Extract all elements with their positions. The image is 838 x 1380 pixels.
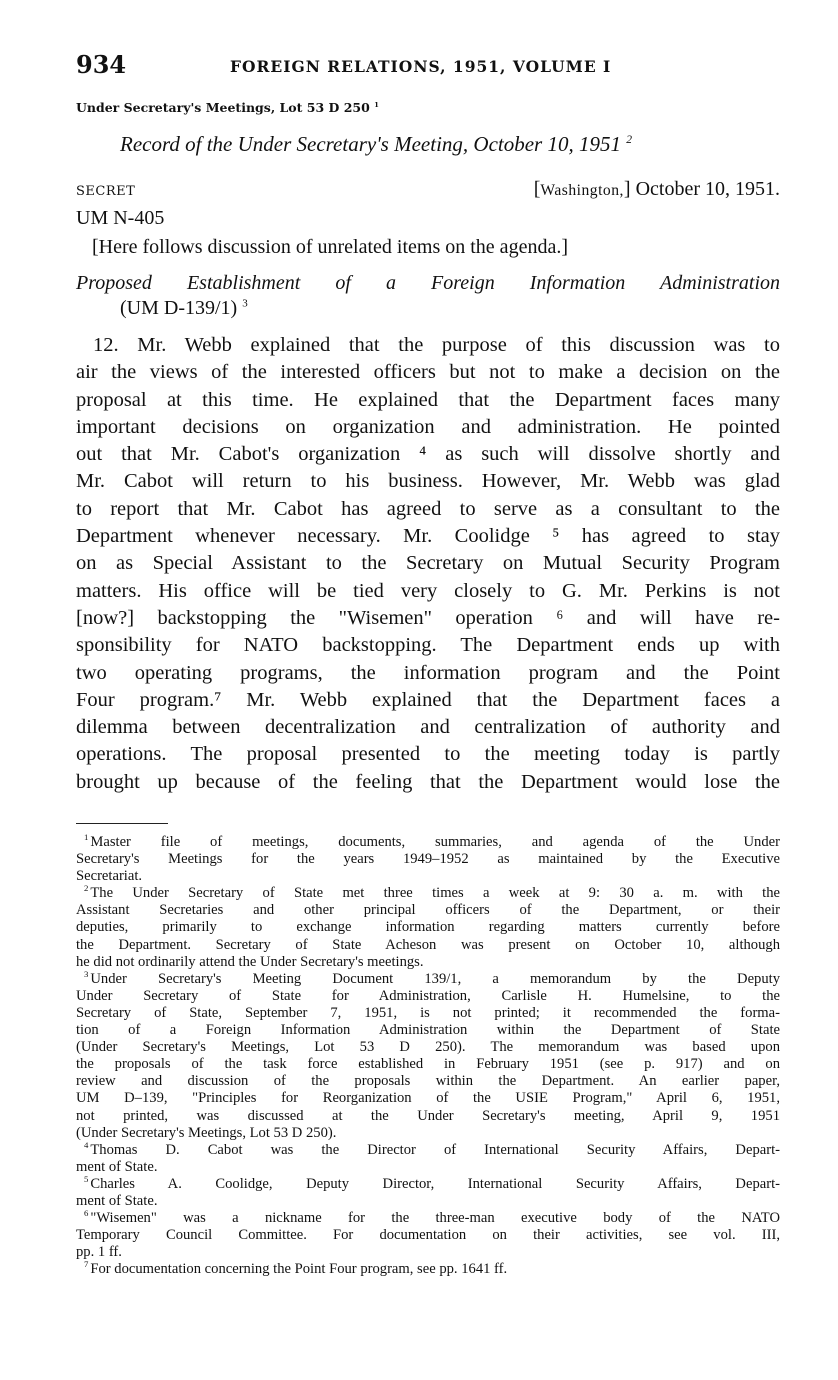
footnote-text: he did not ordinarily attend the Under Secretary's meetings. bbox=[76, 953, 424, 970]
footnote-text: Temporary Council Committee. For documentation on their activities, see vol. III, bbox=[76, 1227, 780, 1244]
body-paragraph bbox=[76, 332, 780, 796]
footnote-mark: 6 bbox=[84, 1208, 89, 1219]
footnote-7 bbox=[76, 1261, 780, 1278]
body-line: on as Special Assistant to the Secretary on Mutual Security Program bbox=[76, 552, 780, 575]
footnote-line bbox=[76, 1244, 780, 1261]
body-line: air the views of the interested officers but not to make a decision on the bbox=[76, 361, 780, 384]
footnote-line bbox=[76, 1261, 780, 1278]
body-line: Department whenever necessary. Mr. Coolidge ⁵ has agreed to stay bbox=[76, 525, 780, 548]
running-head bbox=[76, 50, 780, 82]
footnote-text: not printed, was discussed at the Under Secretary's meeting, April 9, 1951 bbox=[76, 1107, 780, 1124]
footnote-line bbox=[76, 919, 780, 936]
footnote-line bbox=[76, 954, 780, 971]
footnote-6 bbox=[76, 1210, 780, 1261]
body-line: two operating programs, the information program and the Point bbox=[76, 661, 780, 684]
journal-title: FOREIGN RELATIONS, 1951, VOLUME I bbox=[230, 57, 612, 76]
footnote-text: Secretary's Meetings for the years 1949–1952 as maintained by the Executive bbox=[76, 851, 780, 868]
dateline-date: October 10, 1951. bbox=[635, 178, 780, 200]
footnote-line bbox=[76, 868, 780, 885]
footnote-text: Charles A. Coolidge, Deputy Director, International Security Affairs, Depart- bbox=[90, 1175, 780, 1192]
body-line: matters. His office will be tied very closely to G. Mr. Perkins is not bbox=[76, 579, 780, 602]
body-line: 12. Mr. Webb explained that the purpose of this discussion was to bbox=[93, 334, 780, 356]
footnote-ref-1: 1 bbox=[374, 100, 379, 109]
footnote-line bbox=[76, 902, 780, 919]
body-line: sponsibility for NATO backstopping. The Department ends up with bbox=[76, 634, 780, 657]
footnote-ref-2: 2 bbox=[626, 134, 633, 146]
body-line: out that Mr. Cabot's organization ⁴ as such will dissolve shortly and bbox=[76, 443, 780, 466]
body-line: Mr. Cabot will return to his business. However, Mr. Webb was glad bbox=[76, 470, 780, 493]
footnote-4 bbox=[76, 1139, 780, 1176]
footnote-text: review and discussion of the proposals within the Department. An earlier paper, bbox=[76, 1073, 780, 1090]
document-title bbox=[120, 132, 632, 157]
footnote-mark: 2 bbox=[84, 883, 89, 894]
footnote-line bbox=[76, 1039, 780, 1056]
document-number: UM N-405 bbox=[76, 207, 165, 229]
footnote-line bbox=[76, 988, 780, 1005]
body-line: Four program.⁷ Mr. Webb explained that the Department faces a bbox=[76, 688, 780, 711]
footnote-mark: 4 bbox=[84, 1139, 89, 1150]
page-number: 934 bbox=[76, 50, 127, 79]
footnote-ref-3: 3 bbox=[242, 297, 248, 310]
footnotes-section bbox=[76, 834, 780, 1278]
section-reference-text: (UM D-139/1) bbox=[120, 297, 238, 319]
footnote-line bbox=[76, 1056, 780, 1073]
footnote-line bbox=[76, 885, 780, 902]
footnote-text: Thomas D. Cabot was the Director of International Security Affairs, Depart- bbox=[90, 1141, 780, 1158]
footnote-line bbox=[76, 1090, 780, 1107]
footnote-text: tion of a Foreign Information Administration within the Department of State bbox=[76, 1022, 780, 1039]
footnote-2 bbox=[76, 885, 780, 970]
footnote-text: deputies, primarily to exchange information regarding matters currently before bbox=[76, 919, 780, 936]
footnote-line bbox=[76, 1005, 780, 1022]
section-reference bbox=[120, 297, 248, 320]
footnote-text: the proposals of the task force established in February 1951 (see p. 917) and on bbox=[76, 1056, 780, 1073]
footnote-mark: 7 bbox=[84, 1259, 89, 1270]
footnote-text: Under Secretary of State for Administration, Carlisle H. Humelsine, to the bbox=[76, 987, 780, 1004]
footnote-text: (Under Secretary's Meetings, Lot 53 D 250). The memorandum was based upon bbox=[76, 1039, 780, 1056]
footnote-divider bbox=[76, 823, 168, 824]
footnote-line bbox=[76, 1193, 780, 1210]
footnote-text: For documentation concerning the Point Four program, see pp. 1641 ff. bbox=[90, 1261, 508, 1278]
footnote-3 bbox=[76, 968, 780, 1142]
footnote-line bbox=[76, 1159, 780, 1176]
footnote-text: Secretary of State, September 7, 1951, is not printed; it recommended the forma- bbox=[76, 1004, 780, 1021]
footnote-line bbox=[76, 1073, 780, 1090]
footnote-line bbox=[76, 1176, 780, 1193]
dateline-place: Washington, bbox=[540, 182, 624, 199]
footnote-text: UM D–139, "Principles for Reorganization of the USIE Program," April 6, 1951, bbox=[76, 1090, 780, 1107]
editorial-note: [Here follows discussion of unrelated items on the agenda.] bbox=[92, 236, 568, 258]
body-line: [now?] backstopping the "Wisemen" operation ⁶ and will have re- bbox=[76, 606, 780, 629]
footnote-1 bbox=[76, 834, 780, 885]
footnote-mark: 5 bbox=[84, 1174, 89, 1185]
footnote-text: ment of State. bbox=[76, 1192, 158, 1209]
footnote-line bbox=[76, 937, 780, 954]
classification-marking: SECRET bbox=[76, 184, 136, 199]
footnote-line bbox=[76, 1139, 780, 1159]
source-line-text: Under Secretary's Meetings, Lot 53 D 250 bbox=[76, 100, 370, 115]
footnote-line bbox=[76, 1108, 780, 1125]
footnote-text: "Wisemen" was a nickname for the three-man executive body of the NATO bbox=[90, 1210, 780, 1227]
footnote-5 bbox=[76, 1176, 780, 1210]
dateline: [Washington,] October 10, 1951. bbox=[533, 178, 780, 200]
body-line: important decisions on organization and administration. He pointed bbox=[76, 415, 780, 438]
footnote-text: Master file of meetings, documents, summaries, and agenda of the Under bbox=[90, 834, 780, 850]
footnote-mark: 1 bbox=[84, 832, 89, 843]
footnote-text: the Department. Secretary of State Acheson was present on October 10, although bbox=[76, 936, 780, 953]
footnote-line bbox=[76, 1022, 780, 1039]
footnote-text: (Under Secretary's Meetings, Lot 53 D 250). bbox=[76, 1124, 337, 1141]
footnote-line bbox=[76, 851, 780, 868]
footnote-line bbox=[76, 1125, 780, 1142]
body-line: operations. The proposal presented to the meeting today is partly bbox=[76, 743, 780, 766]
footnote-line bbox=[76, 834, 780, 851]
footnote-text: pp. 1 ff. bbox=[76, 1244, 122, 1261]
footnote-mark: 3 bbox=[84, 968, 89, 979]
body-line: to report that Mr. Cabot has agreed to serve as a consultant to the bbox=[76, 497, 780, 520]
footnote-text: Assistant Secretaries and other principal officers of the Department, or their bbox=[76, 902, 780, 919]
footnote-line bbox=[76, 968, 780, 988]
footnote-text: Under Secretary's Meeting Document 139/1, a memorandum by the Deputy bbox=[90, 970, 780, 987]
footnote-text: Secretariat. bbox=[76, 868, 143, 885]
section-heading: Proposed Establishment of a Foreign Information Administration bbox=[76, 272, 780, 294]
footnote-line bbox=[76, 1227, 780, 1244]
footnote-text: ment of State. bbox=[76, 1158, 158, 1175]
body-line: proposal at this time. He explained that the Department faces many bbox=[76, 388, 780, 411]
footnote-line bbox=[76, 1210, 780, 1227]
source-line bbox=[76, 100, 379, 115]
document-title-text: Record of the Under Secretary's Meeting, October 10, 1951 bbox=[120, 132, 621, 156]
footnote-text: The Under Secretary of State met three times a week at 9: 30 a. m. with the bbox=[90, 885, 780, 902]
body-line: brought up because of the feeling that the Department would lose the bbox=[76, 770, 780, 793]
body-line: dilemma between decentralization and centralization of authority and bbox=[76, 716, 780, 739]
